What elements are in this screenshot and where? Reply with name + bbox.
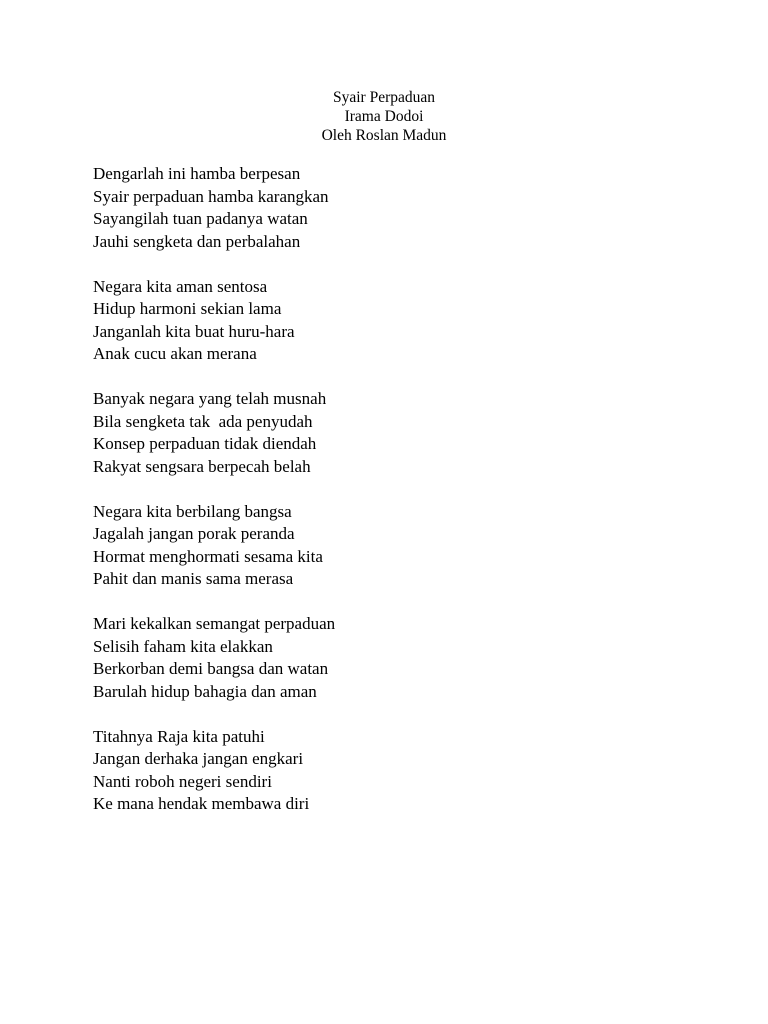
poem-title: Syair Perpaduan bbox=[332, 89, 435, 106]
verse-line: Berkorban demi bangsa dan watan bbox=[93, 659, 329, 678]
stanza-3 bbox=[93, 388, 335, 478]
verse-line: Negara kita aman sentosa bbox=[93, 276, 268, 296]
verse-line: Rakyat sengsara berpecah belah bbox=[93, 456, 311, 476]
verse-line: Pahit dan manis sama merasa bbox=[93, 569, 294, 588]
verse-line: Ke mana hendak membawa diri bbox=[93, 794, 310, 813]
stanza-4 bbox=[93, 501, 335, 591]
verse-line: Banyak negara yang telah musnah bbox=[93, 389, 327, 408]
verse-line: Konsep perpaduan tidak diendah bbox=[93, 434, 317, 453]
verse-line: Selisih faham kita elakkan bbox=[93, 636, 273, 656]
verse-line: Mari kekalkan semangat perpaduan bbox=[93, 614, 336, 633]
verse-line: Jangan derhaka jangan engkari bbox=[93, 749, 304, 768]
verse-line: Dengarlah ini hamba berpesan bbox=[93, 164, 301, 183]
verse-line: Hidup harmoni sekian lama bbox=[93, 299, 282, 318]
stanza-6 bbox=[93, 726, 335, 816]
verse-line: Jauhi sengketa dan perbalahan bbox=[93, 231, 301, 251]
verse-line: Hormat menghormati sesama kita bbox=[93, 546, 323, 566]
verse-line: Bila sengketa tak ada penyudah bbox=[93, 411, 313, 431]
poem-body bbox=[93, 163, 335, 838]
verse-line: Anak cucu akan merana bbox=[93, 344, 257, 363]
verse-line: Negara kita berbilang bangsa bbox=[93, 501, 292, 521]
poem-header bbox=[0, 88, 768, 145]
stanza-2 bbox=[93, 276, 335, 366]
poem-author: Oleh Roslan Madun bbox=[321, 127, 447, 144]
stanza-5 bbox=[93, 613, 335, 703]
verse-line: Nanti roboh negeri sendiri bbox=[93, 771, 272, 791]
poem-subtitle: Irama Dodoi bbox=[344, 108, 424, 125]
verse-line: Syair perpaduan hamba karangkan bbox=[93, 186, 329, 206]
verse-line: Janganlah kita buat huru-hara bbox=[93, 321, 295, 341]
verse-line: Sayangilah tuan padanya watan bbox=[93, 209, 308, 228]
verse-line: Titahnya Raja kita patuhi bbox=[93, 726, 265, 746]
verse-line: Jagalah jangan porak peranda bbox=[93, 524, 295, 543]
verse-line: Barulah hidup bahagia dan aman bbox=[93, 681, 317, 701]
stanza-1 bbox=[93, 163, 335, 253]
